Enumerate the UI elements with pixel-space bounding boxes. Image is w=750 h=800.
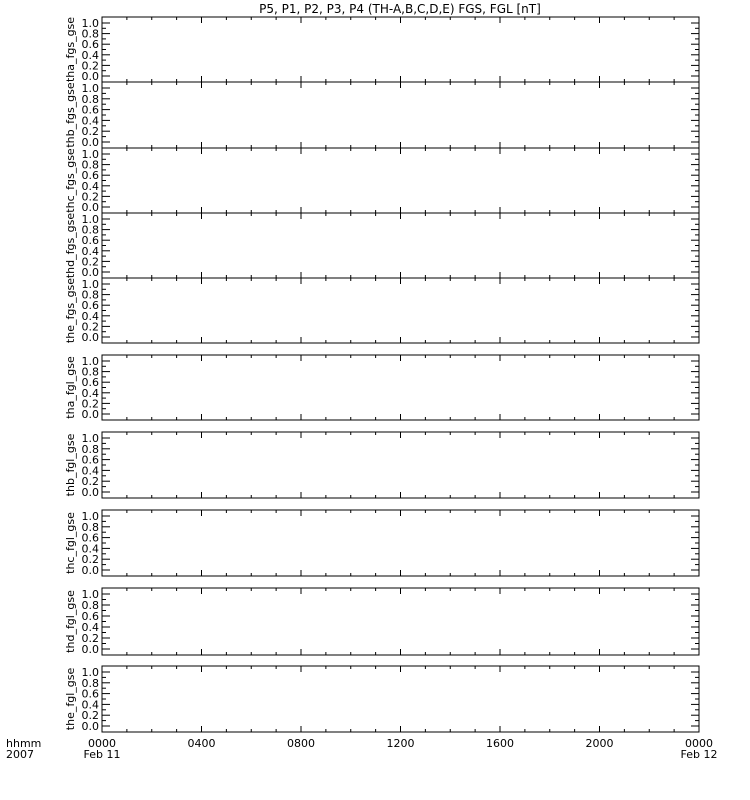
y-tick-label: 0.4 <box>81 621 99 634</box>
y-tick-label: 0.8 <box>81 92 99 106</box>
panel-ylabel: the_fgs_gse <box>64 277 77 344</box>
y-tick-label: 1.0 <box>81 588 99 601</box>
y-tick-label: 1.0 <box>81 432 99 445</box>
panel-ylabel: thd_fgs_gse <box>64 212 77 279</box>
y-tick-label: 0.6 <box>81 610 99 623</box>
y-tick-label: 0.6 <box>81 687 99 701</box>
y-tick-label: 1.0 <box>81 278 99 291</box>
panel-ylabel: tha_fgs_gse <box>64 16 77 83</box>
x-tick-date-label: Feb 11 <box>83 748 121 761</box>
y-tick-label: 0.6 <box>81 531 99 545</box>
y-tick-label: 0.6 <box>81 103 99 117</box>
y-tick-label: 1.0 <box>81 666 99 679</box>
x-tick-date-label: Feb 12 <box>680 748 718 761</box>
panel-ylabel: the_fgl_gse <box>64 667 77 731</box>
chart-title: P5, P1, P2, P3, P4 (TH-A,B,C,D,E) FGS, FGL [nT] <box>259 2 541 16</box>
y-tick-label: 0.8 <box>81 676 99 690</box>
y-tick-label: 0.6 <box>81 169 99 183</box>
y-tick-label: 0.4 <box>81 244 99 258</box>
y-tick-label: 0.0 <box>81 70 99 83</box>
y-tick-label: 0.8 <box>81 520 99 534</box>
panel-ylabel: thb_fgl_gse <box>64 433 77 497</box>
y-tick-label: 0.0 <box>81 564 99 577</box>
y-tick-label: 0.2 <box>81 475 99 489</box>
y-tick-label: 0.0 <box>81 136 99 149</box>
y-tick-label: 0.8 <box>81 288 99 302</box>
x-axis-label-format: hhmm <box>6 737 42 750</box>
y-tick-label: 0.0 <box>81 720 99 733</box>
x-tick-label: 0000 <box>88 737 116 750</box>
y-tick-label: 1.0 <box>81 17 99 30</box>
y-tick-label: 1.0 <box>81 213 99 226</box>
y-tick-label: 1.0 <box>81 510 99 523</box>
panel-ylabel: tha_fgl_gse <box>64 356 77 419</box>
y-tick-label: 0.6 <box>81 453 99 467</box>
y-tick-label: 0.6 <box>81 38 99 52</box>
y-tick-label: 0.4 <box>81 48 99 62</box>
y-tick-label: 0.0 <box>81 408 99 421</box>
y-tick-label: 0.2 <box>81 397 99 411</box>
y-tick-label: 0.0 <box>81 201 99 214</box>
x-axis-label-year: 2007 <box>6 748 34 761</box>
x-tick-label: 0800 <box>287 737 315 750</box>
y-tick-label: 0.8 <box>81 365 99 379</box>
y-tick-label: 0.0 <box>81 486 99 499</box>
y-tick-label: 0.2 <box>81 553 99 567</box>
y-tick-label: 0.2 <box>81 320 99 334</box>
y-tick-label: 0.8 <box>81 27 99 41</box>
y-tick-label: 0.8 <box>81 442 99 456</box>
y-tick-label: 0.4 <box>81 179 99 193</box>
y-tick-label: 0.2 <box>81 255 99 269</box>
x-tick-label: 1600 <box>486 737 514 750</box>
x-tick-label: 0400 <box>187 737 216 750</box>
y-tick-label: 0.0 <box>81 643 99 656</box>
y-tick-label: 0.2 <box>81 59 99 73</box>
panel-ylabel: thc_fgl_gse <box>64 512 77 574</box>
y-tick-label: 0.2 <box>81 709 99 723</box>
y-tick-label: 0.2 <box>81 190 99 204</box>
y-tick-label: 0.4 <box>81 114 99 128</box>
y-tick-label: 0.4 <box>81 309 99 323</box>
y-tick-label: 0.6 <box>81 234 99 248</box>
y-tick-label: 0.4 <box>81 542 99 556</box>
y-tick-label: 0.4 <box>81 698 99 712</box>
panel-ylabel: thc_fgs_gse <box>64 148 77 213</box>
y-tick-label: 1.0 <box>81 148 99 161</box>
x-tick-label: 2000 <box>585 737 614 750</box>
y-tick-label: 0.8 <box>81 599 99 612</box>
y-tick-label: 0.0 <box>81 331 99 344</box>
y-tick-label: 0.4 <box>81 386 99 400</box>
panel-ylabel: thb_fgs_gse <box>64 82 77 148</box>
y-tick-label: 0.6 <box>81 299 99 313</box>
y-tick-label: 0.8 <box>81 223 99 237</box>
y-tick-label: 0.8 <box>81 158 99 172</box>
y-tick-label: 0.4 <box>81 464 99 478</box>
y-tick-label: 0.2 <box>81 632 99 645</box>
y-tick-label: 1.0 <box>81 82 99 95</box>
panel-ylabel: thd_fgl_gse <box>64 590 77 653</box>
x-tick-label: 0000 <box>685 737 713 750</box>
y-tick-label: 1.0 <box>81 355 99 368</box>
y-tick-label: 0.6 <box>81 376 99 390</box>
y-tick-label: 0.0 <box>81 266 99 279</box>
y-tick-label: 0.2 <box>81 125 99 139</box>
x-tick-label: 1200 <box>386 737 415 750</box>
